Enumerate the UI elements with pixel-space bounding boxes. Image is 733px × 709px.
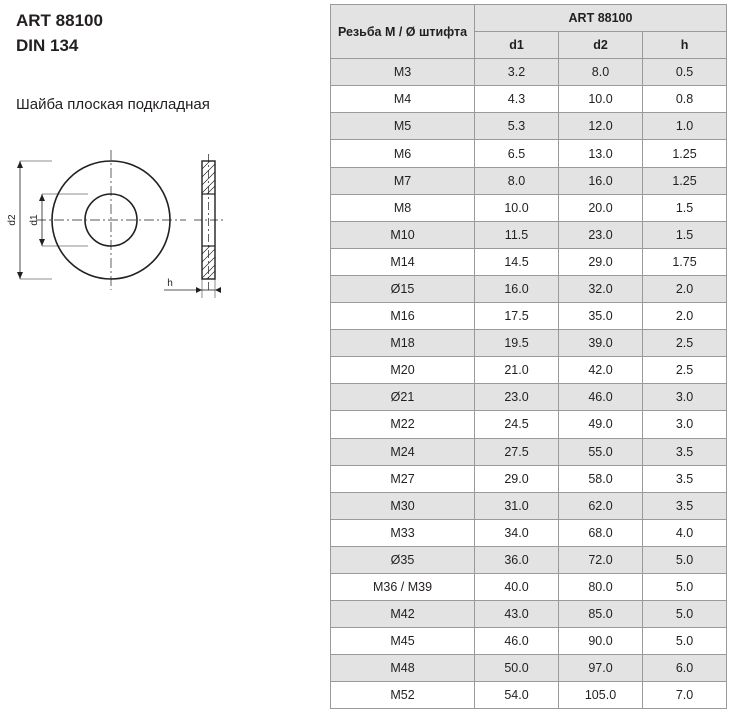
cell-d1: 43.0	[475, 601, 559, 628]
table-row	[331, 357, 727, 384]
table-row	[331, 411, 727, 438]
table-header	[331, 5, 727, 59]
cell-thread: M30	[331, 492, 475, 519]
cell-h: 5.0	[643, 546, 727, 573]
cell-thread: M10	[331, 221, 475, 248]
cell-d1: 8.0	[475, 167, 559, 194]
cell-thread: M6	[331, 140, 475, 167]
cell-d2: 58.0	[559, 465, 643, 492]
cell-thread: M33	[331, 519, 475, 546]
dimension-label-d2: d2	[7, 214, 18, 226]
column-header-h: h	[643, 32, 727, 59]
cell-d1: 27.5	[475, 438, 559, 465]
cell-d2: 97.0	[559, 655, 643, 682]
specification-table-wrapper	[330, 4, 726, 709]
cell-thread: M20	[331, 357, 475, 384]
cell-h: 2.5	[643, 330, 727, 357]
cell-thread: M18	[331, 330, 475, 357]
title-line-art: ART 88100	[16, 11, 103, 30]
cell-d2: 72.0	[559, 546, 643, 573]
column-header-d1: d1	[475, 32, 559, 59]
table-row	[331, 194, 727, 221]
cell-d2: 80.0	[559, 573, 643, 600]
cell-h: 0.8	[643, 86, 727, 113]
cell-h: 4.0	[643, 519, 727, 546]
cell-thread: M27	[331, 465, 475, 492]
cell-d1: 40.0	[475, 573, 559, 600]
table-body	[331, 59, 727, 709]
table-row	[331, 221, 727, 248]
table-row	[331, 628, 727, 655]
cell-thread: M36 / M39	[331, 573, 475, 600]
cell-d2: 46.0	[559, 384, 643, 411]
cell-d2: 29.0	[559, 248, 643, 275]
table-row	[331, 167, 727, 194]
cell-d2: 16.0	[559, 167, 643, 194]
product-subtitle: Шайба плоская подкладная	[16, 96, 210, 113]
cell-thread: M48	[331, 655, 475, 682]
cell-d1: 54.0	[475, 682, 559, 709]
cell-d2: 20.0	[559, 194, 643, 221]
cell-h: 0.5	[643, 59, 727, 86]
cell-thread: M24	[331, 438, 475, 465]
cell-h: 2.0	[643, 275, 727, 302]
cell-d1: 19.5	[475, 330, 559, 357]
cell-d1: 29.0	[475, 465, 559, 492]
column-group-header-art: ART 88100	[475, 5, 727, 32]
cell-thread: M16	[331, 303, 475, 330]
dimension-label-h: h	[167, 278, 173, 289]
cell-d1: 50.0	[475, 655, 559, 682]
cell-d2: 39.0	[559, 330, 643, 357]
table-row	[331, 275, 727, 302]
cell-thread: M4	[331, 86, 475, 113]
cell-d1: 21.0	[475, 357, 559, 384]
cell-thread: M8	[331, 194, 475, 221]
cell-thread: Ø21	[331, 384, 475, 411]
cell-h: 3.5	[643, 492, 727, 519]
table-row	[331, 438, 727, 465]
column-header-d2: d2	[559, 32, 643, 59]
cell-d2: 68.0	[559, 519, 643, 546]
washer-technical-drawing	[4, 150, 324, 310]
title-block	[16, 8, 103, 58]
title-line-din: DIN 134	[16, 36, 79, 55]
cell-thread: M45	[331, 628, 475, 655]
cell-d2: 10.0	[559, 86, 643, 113]
table-row	[331, 546, 727, 573]
cell-d1: 11.5	[475, 221, 559, 248]
cell-d1: 23.0	[475, 384, 559, 411]
cell-d2: 85.0	[559, 601, 643, 628]
cell-h: 3.0	[643, 384, 727, 411]
table-row	[331, 519, 727, 546]
specification-table	[330, 4, 727, 709]
table-row	[331, 492, 727, 519]
cell-d1: 17.5	[475, 303, 559, 330]
table-row	[331, 248, 727, 275]
cell-d1: 24.5	[475, 411, 559, 438]
cell-d1: 34.0	[475, 519, 559, 546]
cell-d1: 14.5	[475, 248, 559, 275]
table-row	[331, 59, 727, 86]
table-row	[331, 465, 727, 492]
cell-d2: 42.0	[559, 357, 643, 384]
cell-h: 1.25	[643, 167, 727, 194]
cell-h: 3.5	[643, 465, 727, 492]
cell-h: 2.0	[643, 303, 727, 330]
cell-h: 5.0	[643, 601, 727, 628]
cell-h: 2.5	[643, 357, 727, 384]
table-row	[331, 303, 727, 330]
cell-h: 1.5	[643, 194, 727, 221]
table-row	[331, 682, 727, 709]
cell-d1: 6.5	[475, 140, 559, 167]
cell-d2: 12.0	[559, 113, 643, 140]
cell-h: 7.0	[643, 682, 727, 709]
cell-d2: 62.0	[559, 492, 643, 519]
table-row	[331, 113, 727, 140]
cell-h: 1.75	[643, 248, 727, 275]
cell-d1: 3.2	[475, 59, 559, 86]
cell-thread: M22	[331, 411, 475, 438]
table-row	[331, 140, 727, 167]
table-row	[331, 601, 727, 628]
cell-h: 5.0	[643, 573, 727, 600]
cell-d2: 23.0	[559, 221, 643, 248]
cell-thread: M14	[331, 248, 475, 275]
cell-d2: 13.0	[559, 140, 643, 167]
cell-h: 1.25	[643, 140, 727, 167]
cell-d2: 32.0	[559, 275, 643, 302]
cell-d1: 36.0	[475, 546, 559, 573]
cell-thread: M42	[331, 601, 475, 628]
cell-d1: 46.0	[475, 628, 559, 655]
cell-d1: 16.0	[475, 275, 559, 302]
column-header-thread: Резьба M / Ø штифта	[331, 5, 475, 59]
cell-d2: 90.0	[559, 628, 643, 655]
cell-h: 5.0	[643, 628, 727, 655]
dimension-label-d1: d1	[29, 214, 40, 226]
cell-h: 3.5	[643, 438, 727, 465]
cell-h: 6.0	[643, 655, 727, 682]
cell-d2: 35.0	[559, 303, 643, 330]
table-row	[331, 330, 727, 357]
cell-d1: 10.0	[475, 194, 559, 221]
table-row	[331, 86, 727, 113]
table-row	[331, 655, 727, 682]
cell-d2: 8.0	[559, 59, 643, 86]
table-header-row-1	[331, 5, 727, 32]
cell-d1: 31.0	[475, 492, 559, 519]
cell-d1: 4.3	[475, 86, 559, 113]
cell-thread: Ø35	[331, 546, 475, 573]
cell-thread: M3	[331, 59, 475, 86]
table-row	[331, 384, 727, 411]
cell-thread: M52	[331, 682, 475, 709]
cell-thread: Ø15	[331, 275, 475, 302]
cell-thread: M7	[331, 167, 475, 194]
cell-h: 1.5	[643, 221, 727, 248]
cell-d2: 49.0	[559, 411, 643, 438]
cell-h: 3.0	[643, 411, 727, 438]
cell-h: 1.0	[643, 113, 727, 140]
cell-d2: 55.0	[559, 438, 643, 465]
cell-d2: 105.0	[559, 682, 643, 709]
table-row	[331, 573, 727, 600]
cell-thread: M5	[331, 113, 475, 140]
cell-d1: 5.3	[475, 113, 559, 140]
left-panel	[0, 0, 330, 702]
